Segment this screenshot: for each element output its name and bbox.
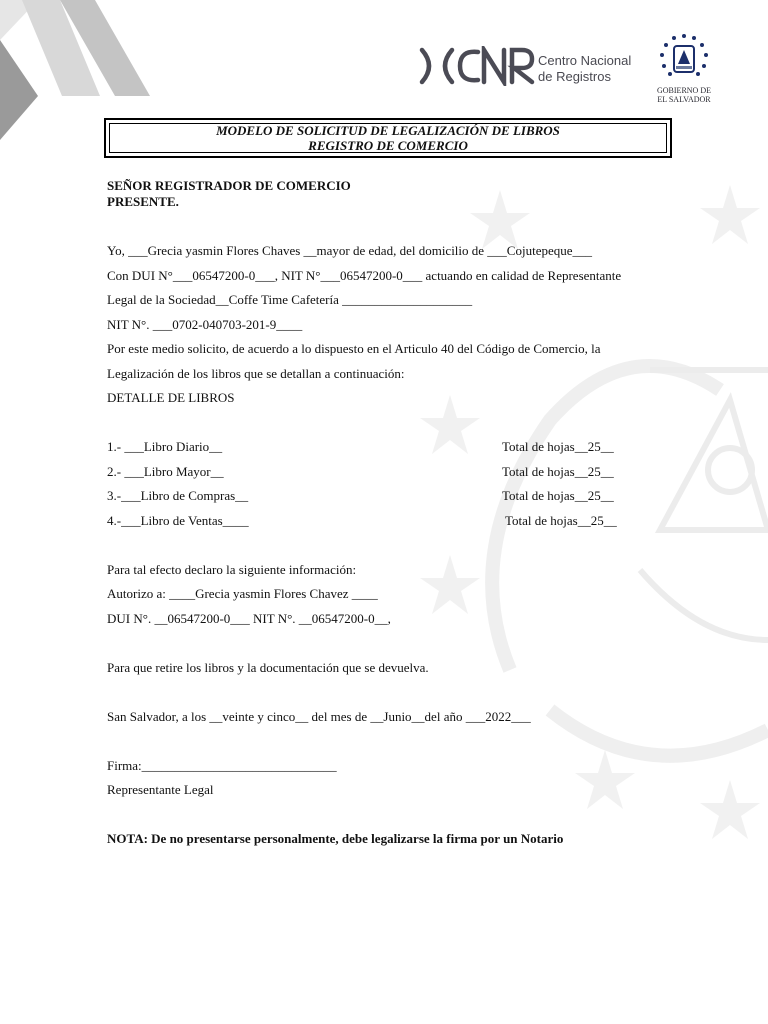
cnr-logo-text	[538, 53, 631, 85]
addressee-line2: PRESENTE.	[107, 194, 179, 209]
book-item-2: 2.- ___Libro Mayor__	[107, 464, 224, 479]
cnr-logo-mark-icon	[418, 46, 536, 86]
gov-text-line1: GOBIERNO DE	[657, 86, 711, 95]
body-line-2: Con DUI N°___06547200-0___, NIT N°___06547200-0___ actuando en calidad de Representante	[107, 268, 622, 283]
book-pages-2: Total de hojas__25__	[502, 464, 614, 479]
body-line-1: Yo, ___Grecia yasmin Flores Chaves __mayor de edad, del domicilio de ___Cojutepeque___	[107, 243, 593, 258]
title-box	[104, 118, 672, 158]
gov-text-line2: EL SALVADOR	[657, 95, 711, 104]
book-item-1: 1.- ___Libro Diario__	[107, 439, 223, 454]
authorization-purpose: Para que retire los libros y la documentación que se devuelva.	[107, 660, 429, 675]
body-line-3: Legal de la Sociedad__Coffe Time Cafetería ____________________	[107, 292, 473, 307]
book-pages-1: Total de hojas__25__	[502, 439, 614, 454]
title-box-inner	[109, 123, 667, 153]
book-item-4: 4.-___Libro de Ventas____	[107, 513, 249, 528]
logo-text-line1: Centro Nacional	[538, 53, 632, 68]
logo-text-line2: de Registros	[538, 69, 611, 84]
nota: NOTA: De no presentarse personalmente, debe legalizarse la firma por un Notario	[107, 831, 564, 846]
body-line-4: NIT N°. ___0702-040703-201-9____	[107, 317, 303, 332]
book-pages-3: Total de hojas__25__	[502, 488, 614, 503]
authorization-ids: DUI N°. __06547200-0___ NIT N°. __06547200-0__,	[107, 611, 391, 626]
addressee-line1: SEÑOR REGISTRADOR DE COMERCIO	[107, 178, 351, 193]
detalle-heading: DETALLE DE LIBROS	[107, 390, 235, 405]
signature-field: Firma:______________________________	[107, 758, 337, 773]
document-title: MODELO DE SOLICITUD DE LEGALIZACIÓN DE LIBROS	[216, 123, 560, 138]
signature-role: Representante Legal	[107, 782, 214, 797]
body-line-6: Legalización de los libros que se detallan a continuación:	[107, 366, 405, 381]
date-line: San Salvador, a los __veinte y cinco__ del mes de __Junio__del año ___2022___	[107, 709, 531, 724]
government-seal-icon	[654, 32, 714, 86]
body-line-5: Por este medio solicito, de acuerdo a lo dispuesto en el Articulo 40 del Código de Comercio, la	[107, 341, 601, 356]
document-subtitle: REGISTRO DE COMERCIO	[308, 138, 468, 153]
book-item-3: 3.-___Libro de Compras__	[107, 488, 249, 503]
cnr-logo	[410, 28, 730, 110]
book-pages-4: Total de hojas__25__	[505, 513, 617, 528]
authorization-intro: Para tal efecto declaro la siguiente información:	[107, 562, 357, 577]
authorization-name: Autorizo a: ____Grecia yasmin Flores Chavez ____	[107, 586, 378, 601]
gov-text	[644, 86, 724, 104]
